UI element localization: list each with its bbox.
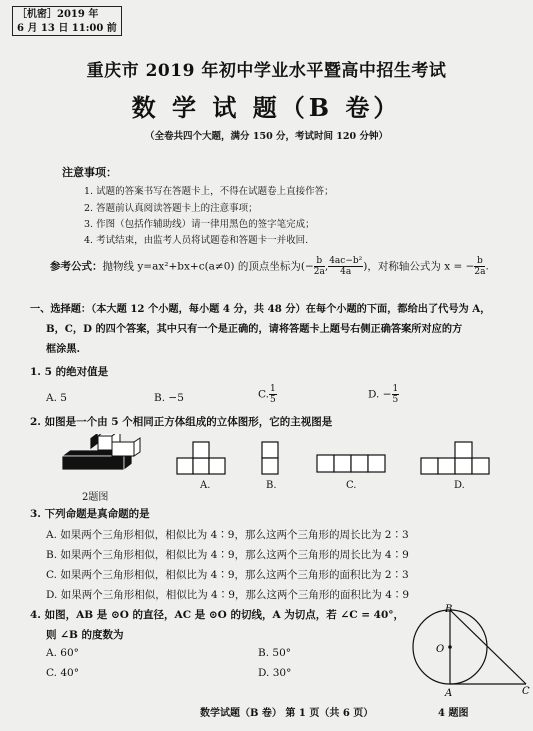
section-instruction: B，C，D 的四个答案，其中只有一个是正确的，请将答题卡上题号右侧正确答案所对应的方 xyxy=(46,323,463,335)
fraction: $\frac{\text{4ac−b²}}{4a}$ xyxy=(329,256,363,277)
question-4-stem-2: 则 ∠B 的度数为 xyxy=(46,629,124,641)
q3-option-b[interactable]: B. 如果两个三角形相似，相似比为 4∶9，那么这两个三角形的周长比为 4∶9 xyxy=(46,549,409,561)
q3-option-c[interactable]: C. 如果两个三角形相似，相似比为 4∶9，那么这两个三角形的面积比为 2∶3 xyxy=(46,569,409,581)
fraction: $\frac{b}{2a}$ xyxy=(474,256,486,277)
point-c-label: C xyxy=(522,686,530,697)
q1-option-c: C. $\frac{1}{5}$ xyxy=(258,384,276,405)
note-item: 2. 答题前认真阅读答题卡上的注意事项； xyxy=(84,203,258,214)
subject-title: 数 学 试 题（B 卷） xyxy=(131,93,402,122)
q4-figure-label: 4 题图 xyxy=(438,708,469,719)
confidential-stamp xyxy=(12,6,122,36)
q2-option-d-figure xyxy=(420,437,492,477)
q2-option-d-label[interactable]: D. xyxy=(454,480,465,491)
q4-option-a[interactable]: A. 60° xyxy=(46,647,79,659)
q2-option-b-figure xyxy=(260,437,282,477)
question-1-stem: 1. 5 的绝对值是 xyxy=(30,366,109,378)
q1-option-b: B. −5 xyxy=(154,392,184,404)
question-4-stem: 4. 如图，AB 是 ⊙O 的直径，AC 是 ⊙O 的切线，A 为切点，若 ∠C = 40°， xyxy=(30,609,405,621)
exam-subtitle: （全卷共四个大题，满分 150 分，考试时间 120 分钟） xyxy=(145,131,388,142)
note-item: 1. 试题的答案书写在答题卡上，不得在试题卷上直接作答； xyxy=(84,186,334,197)
note-item: 4. 考试结束，由监考人员将试题卷和答题卡一并收回. xyxy=(84,235,309,246)
page-footer: 数学试题（B 卷） 第 1 页（共 6 页） xyxy=(200,708,374,719)
fraction: $\frac{b}{2a}$ xyxy=(313,256,325,277)
q2-option-c-label[interactable]: C. xyxy=(346,480,357,491)
notes-heading: 注意事项： xyxy=(62,166,117,179)
formula-text-b: ，对称轴公式为 x = − xyxy=(367,260,475,273)
question-2-stem: 2. 如图是一个由 5 个相同正方体组成的立体图形，它的主视图是 xyxy=(30,416,333,428)
q4-option-d[interactable]: D. 30° xyxy=(258,667,292,679)
exam-title: 重庆市 2019 年初中学业水平暨高中招生考试 xyxy=(86,61,447,81)
point-b-label: B xyxy=(445,604,453,615)
note-item: 3. 作图（包括作辅助线）请一律用黑色的签字笔完成； xyxy=(84,219,315,230)
formula-text-a: 抛物线 y=ax²+bx+c(a≠0) 的顶点坐标为 xyxy=(102,260,301,273)
question-3-stem: 3. 下列命题是真命题的是 xyxy=(30,508,150,520)
point-a-label: A xyxy=(445,688,453,699)
stamp-line-2: 6 月 13 日 11:00 前 xyxy=(17,23,117,34)
section-instruction: 一、选择题：（本大题 12 个小题，每小题 4 分，共 48 分）在每个小题的下面，都给出了代号为 A， xyxy=(30,303,491,315)
q2-option-c-figure xyxy=(316,453,386,475)
cube-solid-figure xyxy=(60,434,150,478)
formula-open: (− xyxy=(300,260,314,273)
q3-option-d[interactable]: D. 如果两个三角形相似，相似比为 4∶9，那么这两个三角形的面积比为 4∶9 xyxy=(46,589,410,601)
stamp-line-1: ［机密］2019 年 xyxy=(17,9,99,20)
q2-option-a-figure xyxy=(176,437,228,477)
q1-option-a: A. 5 xyxy=(46,392,67,404)
section-instruction: 框涂黑. xyxy=(46,343,81,355)
q2-option-b-label[interactable]: B. xyxy=(266,480,277,491)
q4-option-b[interactable]: B. 50° xyxy=(258,647,292,659)
point-o-label: O xyxy=(436,644,445,655)
q3-option-a[interactable]: A. 如果两个三角形相似，相似比为 4∶9，那么这两个三角形的周长比为 2∶3 xyxy=(46,529,409,541)
q4-option-c[interactable]: C. 40° xyxy=(46,667,79,679)
q2-option-a-label[interactable]: A. xyxy=(200,480,211,491)
q2-figure-label: 2题图 xyxy=(82,492,109,503)
formula-label: 参考公式： xyxy=(50,260,103,273)
circle-tangent-figure xyxy=(410,604,532,700)
reference-formula: 参考公式：抛物线 y=ax²+bx+c(a≠0) 的顶点坐标为(− $\frac{b}{2a}$ , $\frac{\text{4ac−b²}}{4a}$ )，对称轴公式为 x = − $\frac{b}{2a}$ . xyxy=(50,256,489,277)
q1-option-d: D. − $\frac{1}{5}$ xyxy=(368,384,399,405)
